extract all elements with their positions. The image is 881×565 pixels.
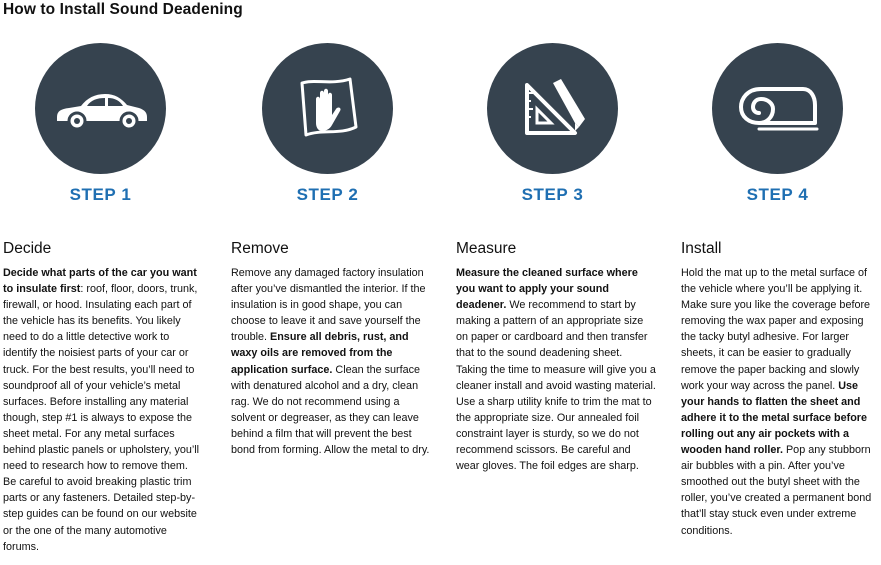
step-3-circle	[487, 43, 618, 174]
step-1-label: STEP 1	[69, 185, 132, 204]
step-1-column	[3, 0, 203, 565]
step-2-column	[231, 0, 431, 565]
step-4-label: STEP 4	[746, 185, 809, 204]
step-4-body: Hold the mat up to the metal surface of the vehicle where you’ll be applying it. Make sure you like the coverage before removing the wax paper and exposing the tacky butyl adhesive. For larger sheets, it can be easier to gradually remove the paper backing and slowly work your way across the panel. Use your hands to flatten the sheet and adhere it to the metal surface before rolling out any air pockets with a wooden hand roller. Pop any stubborn air bubbles with a pin. After you’ve smoothed out the butyl sheet with the roller, you’ve created a permanent bond that’ll stay stuck even under extreme conditions.	[681, 267, 872, 537]
step-4-column	[681, 0, 881, 565]
step-2-heading: Remove	[231, 240, 289, 257]
step-1-heading: Decide	[3, 240, 52, 257]
step-2-circle	[262, 43, 393, 174]
wipe-hand-icon	[288, 69, 368, 149]
rolled-mat-icon	[733, 79, 823, 139]
step-3-heading: Measure	[456, 240, 517, 257]
page-title: How to Install Sound Deadening	[3, 1, 243, 18]
step-3-column	[456, 0, 656, 565]
step-1-body: Decide what parts of the car you want to insulate first: roof, floor, doors, trunk, firewall, or hood. Insulating each part of the vehicle has its benefits. You likely need to do a little detective work to identify the noisiest parts of your car or truck. For the best results, you’ll need to soundproof all of your vehicle’s metal surfaces. Before installing any material though, step #1 is always to expose the sheet metal. For any metal surfaces behind plastic panels or upholstery, you’ll need to research how to remove them. Be careful to avoid breaking plastic trim parts or any fasteners. Detailed step-by-step guides can be found on our website or the one of the many automotive forums.	[3, 267, 200, 553]
step-4-heading: Install	[681, 240, 722, 257]
step-4-circle	[712, 43, 843, 174]
step-2-label: STEP 2	[296, 185, 359, 204]
step-3-body: Measure the cleaned surface where you want to apply your sound deadener. We recommend to start by making a pattern of an appropriate size on paper or cardboard and then transfer that to the sound deadening sheet. Taking the time to measure will give you a cleaner install and avoid wasting material. Use a sharp utility knife to trim the mat to the appropriate size. Our annealed foil constraint layer is sturdy, so we do not recommend scissors. Be careful and wear gloves. The foil edges are sharp.	[456, 267, 656, 473]
step-2-body: Remove any damaged factory insulation after you’ve dismantled the interior. If the insulation is in good shape, you can choose to leave it and save yourself the trouble. Ensure all debris, rust, and waxy oils are removed from the application surface. Clean the surface with denatured alcohol and a dry, clean rag. We do not recommend using a solvent or degreaser, as they can leave behind a film that will prevent the best bond from forming. Allow the metal to dry.	[231, 267, 430, 457]
ruler-triangle-icon	[513, 69, 593, 149]
step-1-circle	[35, 43, 166, 174]
car-icon	[51, 79, 151, 139]
step-3-label: STEP 3	[521, 185, 584, 204]
